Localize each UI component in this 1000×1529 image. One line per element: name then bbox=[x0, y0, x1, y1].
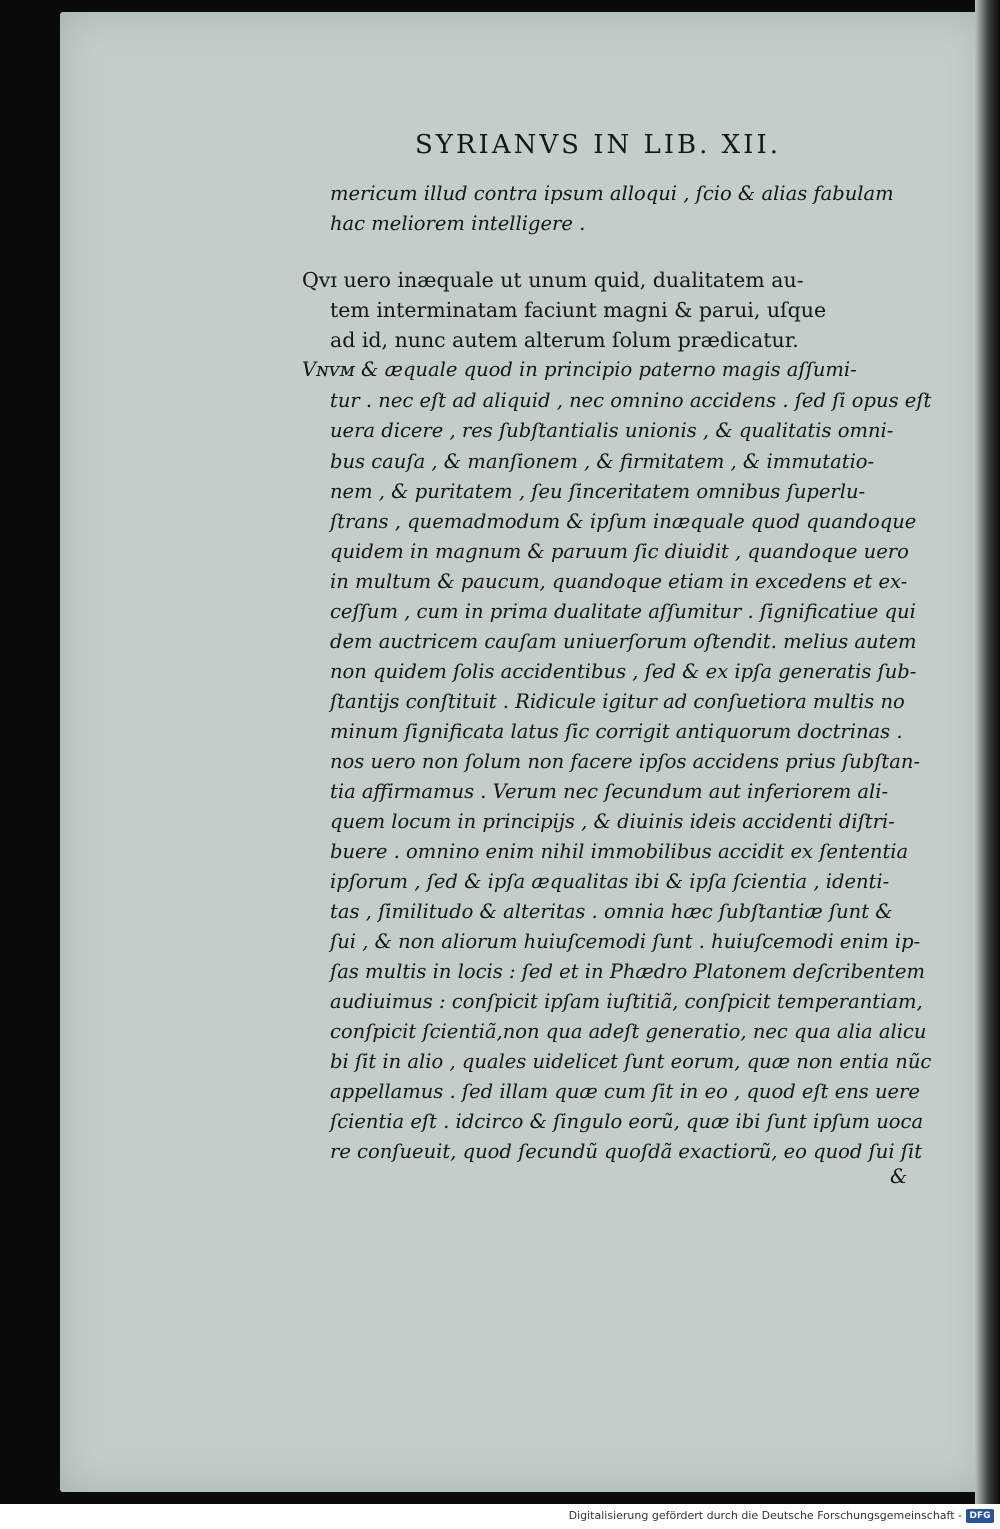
text-line: ſtrans , quemadmodum & ipſum inæquale quod quandoque bbox=[330, 510, 917, 533]
book-spine bbox=[975, 0, 1000, 1504]
text-line: conſpicit ſcientiã,non qua adeſt generatio, nec qua alia alicu bbox=[330, 1020, 927, 1043]
text-line: ceſſum , cum in prima dualitate aſſumitur . ſignificatiue qui bbox=[330, 600, 916, 623]
text-line: ſui , & non aliorum huiuſcemodi ſunt . huiuſcemodi enim ip- bbox=[330, 930, 921, 953]
text-line: bi ſit in alio , quales uidelicet ſunt eorum, quæ non entia nũc bbox=[330, 1050, 932, 1073]
text-line: tia affirmamus . Verum nec ſecundum aut inferiorem ali- bbox=[330, 780, 889, 803]
text-line: quem locum in principijs , & diuinis ideis accidenti diſtri- bbox=[330, 810, 895, 833]
text-line: uera dicere , res ſubſtantialis unionis , & qualitatis omni- bbox=[330, 419, 894, 442]
text-line: non quidem ſolis accidentibus , ſed & ex ipſa generatis ſub- bbox=[330, 660, 917, 683]
text-line: ſas multis in locis : ſed et in Phædro Platonem deſcribentem bbox=[330, 960, 925, 983]
running-title: SYRIANVS IN LIB. XII. bbox=[415, 130, 781, 160]
text-line: tem interminatam faciunt magni & parui, uſque bbox=[330, 298, 827, 322]
text-line: mericum illud contra ipsum alloqui , ſcio & alias fabulam bbox=[330, 182, 894, 205]
text-line: dem auctricem cauſam uniuerſorum oſtendit. melius autem bbox=[330, 630, 917, 653]
text-line: nem , & puritatem , ſeu ſinceritatem omnibus ſuperlu- bbox=[330, 480, 866, 503]
text-line: audiuimus : conſpicit ipſam iuſtitiã, conſpicit temperantiam, bbox=[330, 990, 923, 1013]
text-line: appellamus . ſed illam quæ cum ſit in eo , quod eſt ens uere bbox=[330, 1080, 920, 1103]
text-line: ſtantijs conſtituit . Ridicule igitur ad conſuetiora multis no bbox=[330, 690, 905, 713]
text-line: bus cauſa , & manſionem , & firmitatem , & immutatio- bbox=[330, 450, 875, 473]
footer-bar bbox=[0, 1504, 1000, 1529]
text-line: Qᴠɪ uero inæquale ut unum quid, dualitatem au- bbox=[302, 268, 804, 292]
dfg-logo-icon: DFG bbox=[966, 1509, 994, 1523]
footer-credit: Digitalisierung gefördert durch die Deutsche Forschungsgemeinschaft - bbox=[568, 1509, 962, 1522]
text-line: ad id, nunc autem alterum ſolum prædicatur. bbox=[330, 328, 799, 352]
text-line: re conſueuit, quod ſecundũ quoſdã exactiorũ, eo quod ſui ſit bbox=[330, 1140, 923, 1163]
text-line: ſcientia eſt . idcirco & ſingulo eorũ, quæ ibi ſunt ipſum uoca bbox=[330, 1110, 924, 1133]
catchword: & bbox=[890, 1165, 908, 1188]
text-line: buere . omnino enim nihil immobilibus accidit ex ſententia bbox=[330, 840, 909, 863]
text-line: hac meliorem intelligere . bbox=[330, 212, 586, 235]
text-line: ipſorum , ſed & ipſa æqualitas ibi & ipſa ſcientia , identi- bbox=[330, 870, 890, 893]
text-line: minum ſignificata latus ſic corrigit antiquorum doctrinas . bbox=[330, 720, 903, 743]
text-line: in multum & paucum, quandoque etiam in excedens et ex- bbox=[330, 570, 908, 593]
text-line: tur . nec eſt ad aliquid , nec omnino accidens . ſed ſi opus eſt bbox=[330, 389, 932, 412]
text-line: tas , ſimilitudo & alteritas . omnia hæc ſubſtantiæ ſunt & bbox=[330, 900, 893, 923]
text-line: quidem in magnum & paruum ſic diuidit , quandoque uero bbox=[330, 540, 909, 563]
text-line: nos uero non ſolum non facere ipſos accidens prius ſubſtan- bbox=[330, 750, 921, 773]
text-line: Vɴᴠᴍ & æquale quod in principio paterno magis aſſumi- bbox=[302, 358, 857, 381]
